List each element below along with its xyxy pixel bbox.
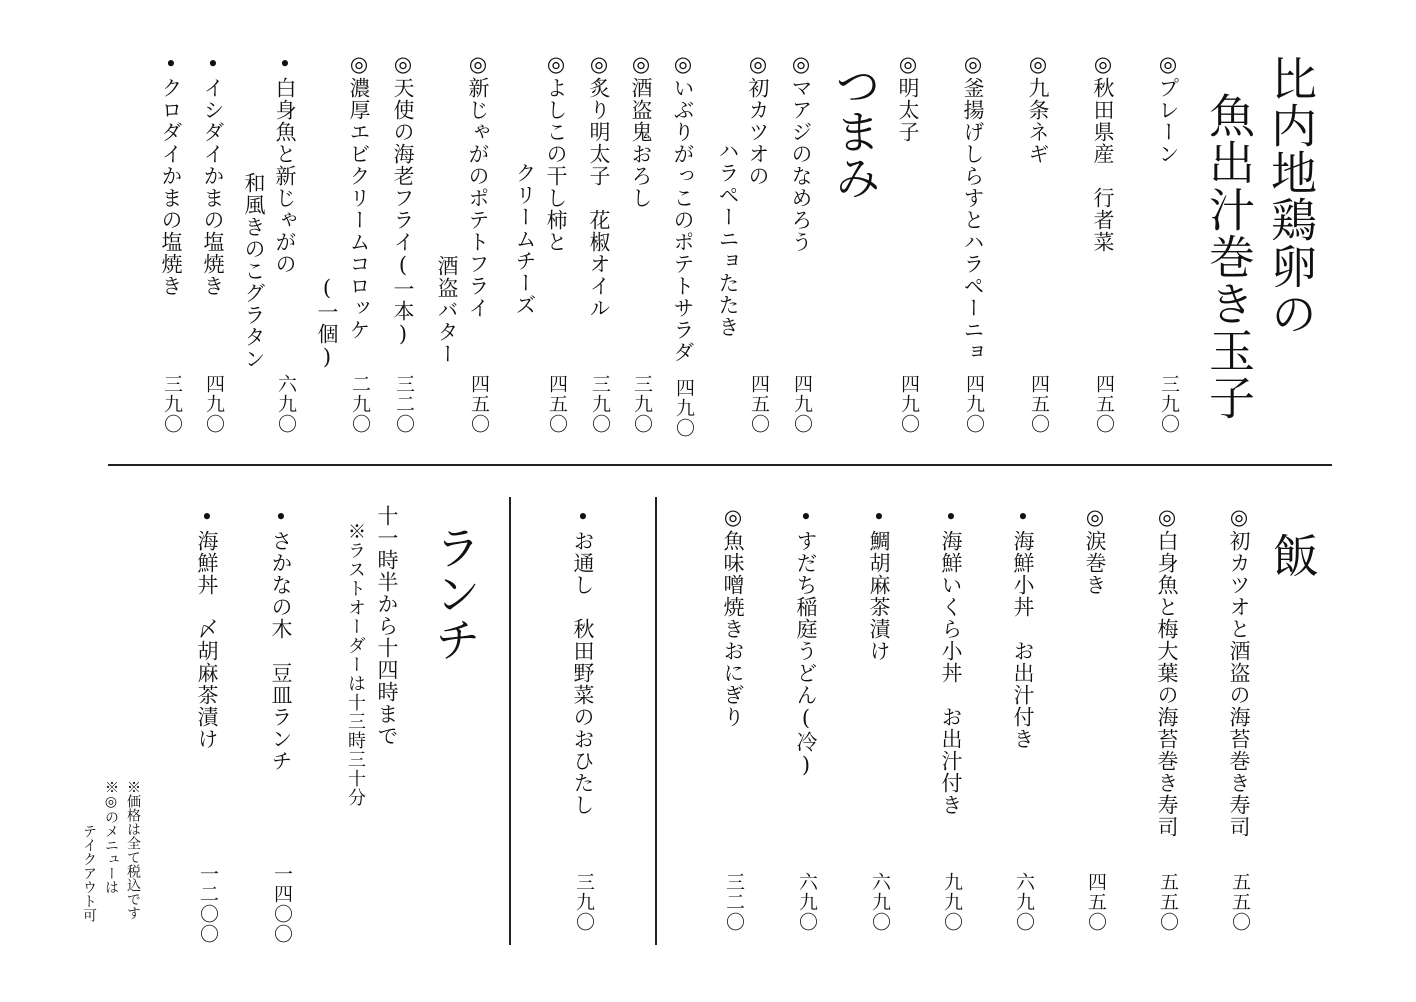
tamago-item-mentaiko: ◎明太子 (896, 52, 920, 143)
section-divider-vertical-right (655, 497, 657, 945)
otoshi-price: 三九〇 (573, 872, 595, 932)
tsumami-price-gratin: 六九〇 (275, 374, 297, 434)
meshi-price-onigiri: 三二〇 (723, 872, 745, 932)
tsumami-price-namero: 四九〇 (791, 374, 813, 434)
tamago-price-gyojana: 四五〇 (1093, 374, 1115, 434)
tamago-item-plain: ◎プレーン (1156, 52, 1180, 165)
tsumami-price-ebifry: 三二〇 (393, 374, 415, 434)
tsumami-item-croquette: ◎濃厚エビクリームコロッケ (347, 52, 371, 341)
tsumami-item-potatofry: ◎新じゃがのポテトフライ (466, 52, 490, 319)
lunch-price-kaisendon: 一二〇〇 (197, 864, 219, 944)
tsumami-heading: つまみ (828, 62, 882, 200)
meshi-item-tai-chazuke: •鯛胡麻茶漬け (867, 505, 891, 662)
meshi-price-tai-chazuke: 六九〇 (869, 872, 891, 932)
tsumami-item-potatofry-line2: 酒盗バター (435, 255, 459, 365)
tsumami-item-ebifry: ◎天使の海老フライ(一本) (391, 52, 415, 347)
section-divider-horizontal (108, 464, 1332, 466)
title-line-1: 比内地鶏卵の (1264, 55, 1318, 337)
meshi-price-ikura-kodon: 九九〇 (941, 872, 963, 932)
tamago-price-mentaiko: 四九〇 (898, 374, 920, 434)
lunch-item-kaisendon: •海鮮丼 〆胡麻茶漬け (195, 505, 219, 750)
meshi-heading: 飯 (1266, 532, 1320, 578)
meshi-price-shiromi-sushi: 五五〇 (1157, 872, 1179, 932)
tsumami-item-katsuo: ◎初カツオの (746, 52, 770, 187)
note-takeout-1: ※◎のメニューは (103, 780, 119, 894)
section-divider-vertical-left (509, 497, 511, 945)
tamago-item-kujonegi: ◎九条ネギ (1026, 52, 1050, 165)
meshi-price-udon: 六九〇 (796, 872, 818, 932)
tsumami-item-gratin: •白身魚と新じゃがの (273, 52, 297, 275)
meshi-item-namidamaki: ◎涙巻き (1083, 505, 1107, 596)
tsumami-item-hoshigaki: ◎よしこの干し柿と (544, 52, 568, 253)
tsumami-price-ishidai: 四九〇 (203, 374, 225, 434)
tsumami-item-ishidai: •イシダイかまの塩焼き (201, 52, 225, 297)
meshi-item-udon: •すだち稲庭うどん(冷) (794, 505, 818, 778)
tsumami-item-croquette-line2: (一個) (315, 276, 339, 370)
otoshi-item: •お通し 秋田野菜のおひたし (571, 505, 595, 816)
tsumami-item-potatosalad: ◎いぶりがっこのポテトサラダ (671, 52, 695, 363)
tsumami-item-kurodai: •クロダイかまの塩焼き (159, 52, 183, 297)
tsumami-item-aburimentai: ◎炙り明太子 花椒オイル (587, 52, 611, 319)
title-line-2: 魚出汁巻き玉子 (1202, 92, 1256, 421)
tsumami-price-hoshigaki: 四五〇 (546, 374, 568, 434)
tsumami-item-katsuo-line2: ハラペーニョたたき (716, 140, 740, 338)
meshi-item-shiromi-sushi: ◎白身魚と梅大葉の海苔巻き寿司 (1155, 505, 1179, 838)
tsumami-item-gratin-line2: 和風きのこグラタン (242, 172, 266, 370)
lunch-last-order: ※ラストオーダーは十三時三十分 (345, 522, 366, 807)
lunch-price-mamezara: 一四〇〇 (271, 864, 293, 944)
note-takeout-2: テイクアウト可 (81, 824, 97, 922)
tsumami-item-onioroshi: ◎酒盗鬼おろし (629, 52, 653, 209)
note-tax: ※価格は全て税込です (125, 780, 141, 920)
tsumami-price-kurodai: 三九〇 (161, 374, 183, 434)
lunch-item-mamezara: •さかなの木 豆皿ランチ (269, 505, 293, 772)
meshi-price-kaisen-kodon: 六九〇 (1013, 872, 1035, 932)
meshi-price-katsuo-sushi: 五五〇 (1229, 872, 1251, 932)
meshi-item-ikura-kodon: •海鮮いくら小丼 お出汁付き (939, 505, 963, 816)
lunch-heading: ランチ (428, 524, 482, 662)
tamago-price-kujonegi: 四五〇 (1028, 374, 1050, 434)
tsumami-price-onioroshi: 三九〇 (631, 374, 653, 434)
meshi-item-katsuo-sushi: ◎初カツオと酒盗の海苔巻き寿司 (1227, 505, 1251, 838)
tsumami-item-hoshigaki-line2: クリームチーズ (513, 162, 537, 316)
tamago-price-shirasu: 四九〇 (963, 374, 985, 434)
lunch-hours: 十一時半から十四時まで (375, 505, 399, 747)
tamago-item-shirasu: ◎釜揚げしらすとハラペーニョ (961, 52, 985, 363)
tsumami-item-namero: ◎マアジのなめろう (789, 52, 813, 253)
meshi-item-onigiri: ◎魚味噌焼きおにぎり (721, 505, 745, 728)
tsumami-price-croquette: 二九〇 (349, 374, 371, 434)
tsumami-price-potatosalad: 四九〇 (673, 378, 695, 438)
tsumami-price-aburimentai: 三九〇 (589, 374, 611, 434)
tamago-price-plain: 三九〇 (1158, 374, 1180, 434)
tamago-item-gyojana: ◎秋田県産 行者菜 (1091, 52, 1115, 253)
meshi-price-namidamaki: 四五〇 (1085, 872, 1107, 932)
tsumami-price-potatofry: 四五〇 (468, 374, 490, 434)
tsumami-price-katsuo: 四五〇 (748, 374, 770, 434)
meshi-item-kaisen-kodon: •海鮮小丼 お出汁付き (1011, 505, 1035, 750)
